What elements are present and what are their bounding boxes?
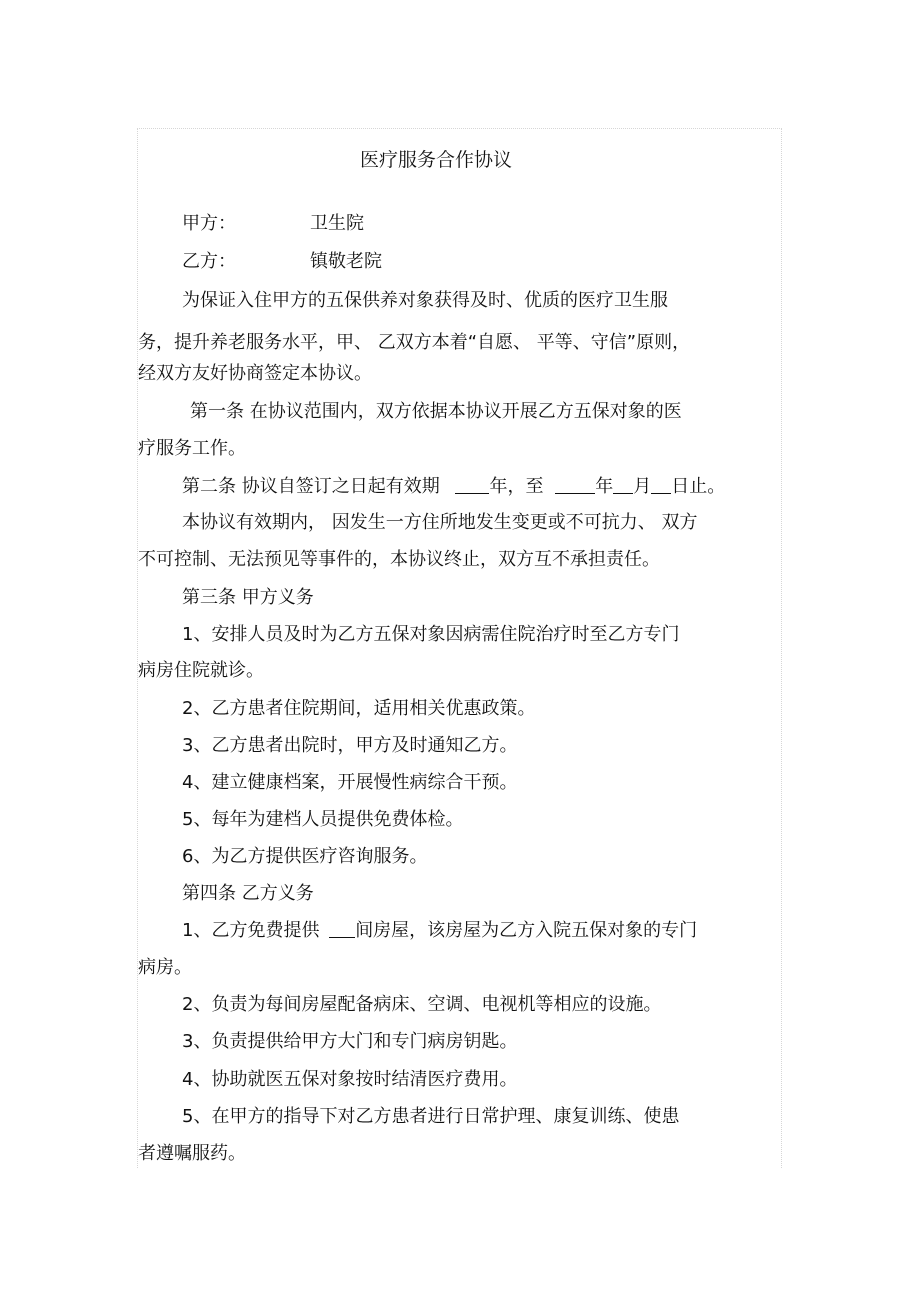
end-year-blank[interactable] — [555, 475, 595, 494]
list-item: 2、负责为每间房屋配备病床、空调、电视机等相应的设施。 — [182, 994, 662, 1015]
list-item-text: 间房屋，该房屋为乙方入院五保对象的专门 — [355, 920, 698, 941]
list-item: 2、乙方患者住院期间，适用相关优惠政策。 — [182, 698, 536, 719]
list-item: 6、为乙方提供医疗咨询服务。 — [182, 846, 428, 867]
validity-line: 本协议有效期内， 因发生一方住所地发生变更或不可抗力、 双方 — [182, 512, 698, 533]
article2-text: 年 — [595, 476, 614, 497]
list-item — [182, 919, 697, 943]
article2-text: 年，至 — [489, 476, 544, 497]
intro-line: 为保证入住甲方的五保供养对象获得及时、优质的医疗卫生服 — [182, 290, 668, 311]
year-count-blank[interactable] — [455, 475, 489, 494]
end-month-blank[interactable] — [613, 475, 633, 494]
list-item: 病房。 — [138, 957, 192, 978]
list-item: 病房住院就诊。 — [138, 660, 264, 681]
article2-text: 第二条 协议自签订之日起有效期 — [182, 476, 440, 497]
party-a-name: 卫生院 — [310, 213, 364, 234]
article3-heading: 第三条 甲方义务 — [182, 587, 314, 608]
list-item: 3、乙方患者出院时，甲方及时通知乙方。 — [182, 735, 518, 756]
article2-text: 日止。 — [671, 476, 726, 497]
party-b-label: 乙方： — [182, 251, 236, 272]
end-day-blank[interactable] — [651, 475, 671, 494]
article1-line: 疗服务工作。 — [138, 438, 246, 459]
list-item: 5、在甲方的指导下对乙方患者进行日常护理、康复训练、使患 — [182, 1106, 680, 1127]
party-a-label: 甲方： — [182, 213, 236, 234]
document-title: 医疗服务合作协议 — [360, 149, 513, 171]
article2-line — [182, 475, 725, 499]
party-b-name: 镇敬老院 — [310, 251, 382, 272]
intro-line: 经双方友好协商签定本协议。 — [138, 363, 372, 384]
list-item: 3、负责提供给甲方大门和专门病房钥匙。 — [182, 1031, 518, 1052]
list-item: 5、每年为建档人员提供免费体检。 — [182, 809, 464, 830]
article2-text: 月 — [633, 476, 652, 497]
list-item: 4、建立健康档案，开展慢性病综合干预。 — [182, 772, 518, 793]
article4-heading: 第四条 乙方义务 — [182, 883, 314, 904]
list-item-text: 1、乙方免费提供 — [182, 920, 320, 941]
list-item: 1、安排人员及时为乙方五保对象因病需住院治疗时至乙方专门 — [182, 624, 680, 645]
list-item: 者遵嘱服药。 — [138, 1143, 246, 1164]
article1-line: 第一条 在协议范围内，双方依据本协议开展乙方五保对象的医 — [190, 401, 682, 422]
intro-line: 务，提升养老服务水平，甲、 乙双方本着“自愿、 平等、守信”原则， — [138, 332, 691, 353]
room-count-blank[interactable] — [329, 919, 355, 938]
validity-line: 不可控制、无法预见等事件的，本协议终止，双方互不承担责任。 — [138, 549, 660, 570]
list-item: 4、协助就医五保对象按时结清医疗费用。 — [182, 1069, 518, 1090]
